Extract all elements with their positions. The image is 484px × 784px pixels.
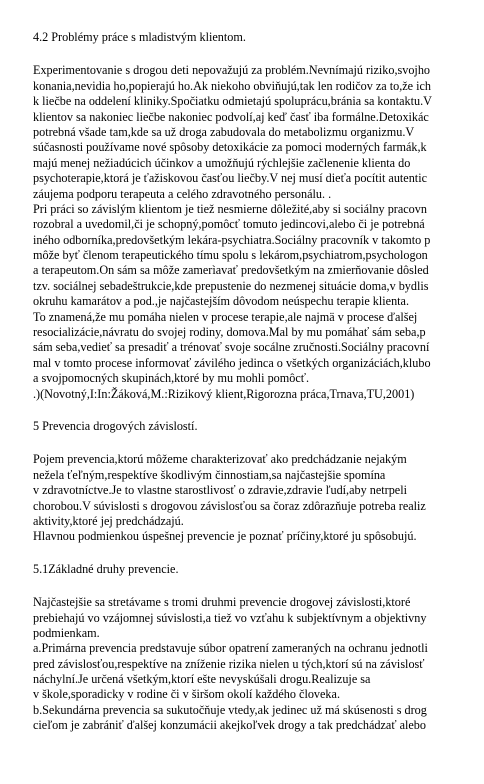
- text-line: prebiehajú vo vzájomnej súvislosti,a tiež vo vzťahu k subjektívnym a objektivny: [33, 610, 427, 625]
- paragraph-4-2-b: [33, 202, 484, 402]
- text-line: majú menej nežiadúcich účinkov a umožňujú rýchlejšie začlenenie klienta do: [33, 155, 411, 170]
- citation-line: .)(Novotný,I:In:Žáková,M.:Rizikový klient,Rigorozna práca,Trnava,TU,2001): [33, 386, 415, 401]
- text-line: klientov sa nakoniec liečbe nakoniec podvolí,aj keď časť iba formálne.Detoxikác: [33, 109, 429, 124]
- spacer: [33, 577, 484, 595]
- text-line: sám seba,vedieť sa presadiť a trénovať svoje socálne zručnosti.Sociálny pracovní: [33, 340, 430, 355]
- text-line: okruhu kamarátov a pod.,je najčastejším dôvodom neúspechu terapie klienta.: [33, 294, 410, 309]
- text-line: aktivity,ktoré jej predchádzajú.: [33, 513, 184, 528]
- text-line: súčasnosti používame nové spôsoby detoxikácie za pomoci moderných farmák,k: [33, 140, 427, 155]
- text-line: Hlavnou podmienkou úspešnej prevencie je poznať príčiny,ktoré ju spôsobujú.: [33, 529, 417, 544]
- text-line: a.Primárna prevencia predstavuje súbor opatrení zameraných na ochranu jednotli: [33, 641, 428, 656]
- text-line: rozobral a uvedomil,či je schopný,pomôcť tomuto jedincovi,alebo či je potrebná: [33, 217, 425, 232]
- paragraph-5-1-a: [33, 595, 484, 734]
- text-line: v škole,sporadicky v rodine či v širšom okolí každého človeka.: [33, 687, 340, 702]
- text-line: konania,nevidia ho,popierajú ho.Ak niekoho obviňujú,tak len rodičov za to,že ich: [33, 78, 432, 93]
- text-line: cieľom je zabrániť ďalšej konzumácii akejkoľvek drogy a tak predchádzať alebo: [33, 718, 426, 733]
- text-line: potrebná všade tam,kde sa už droga zabudovala do metabolizmu organizmu.V: [33, 124, 415, 139]
- spacer: [33, 45, 484, 63]
- spacer: [33, 402, 484, 417]
- text-line: náchylní.Je určená všetkým,ktorí ešte nevyskúšali drogu.Realizuje sa: [33, 672, 371, 687]
- text-line: môže byť členom terapeutického tímu spolu s lekárom,psychiatrom,psychologon: [33, 248, 428, 263]
- section-heading-5-1: 5.1Základné druhy prevencie.: [33, 561, 179, 576]
- text-line: pred závislosťou,respektíve na zníženie rizika nielen u tých,ktorí sú na závislosť: [33, 656, 425, 671]
- text-line: Najčastejšie sa stretávame s tromi druhmi prevencie drogovej závislosti,ktoré: [33, 595, 411, 610]
- text-line: a terapeutom.On sám sa môže zamerìavať predovšetkým na zmierňovanie dôsled: [33, 263, 429, 278]
- text-line: tzv. sociálnej sebadeštrukcie,kde prepustenie do nezmenej situácie doma,v bydlis: [33, 278, 429, 293]
- spacer: [33, 434, 484, 452]
- document-page: [33, 28, 484, 784]
- text-line: a svojpomocných skupinách,ktoré by mu mohli pomôcť.: [33, 371, 309, 386]
- section-heading-5: 5 Prevencia drogových závislostí.: [33, 418, 198, 433]
- text-line: Pri práci so závislým klientom je tiež nesmierne dôležité,aby si sociálny pracovn: [33, 201, 427, 216]
- text-line: resocializácie,návratu do svojej rodiny, domova.Mal by mu pomáhať sám seba,p: [33, 325, 426, 340]
- text-line: v zdravotníctve.Je to vlastne starostlivosť o zdravie,zdravie ľudí,aby netrpeli: [33, 483, 407, 498]
- text-line: Pojem prevencia,ktorú môžeme charakterizovať ako predchádzanie nejakým: [33, 452, 407, 467]
- paragraph-4-2-a: [33, 63, 484, 202]
- text-line: iného odborníka,predovšetkým lekára-psychiatra.Sociálny pracovník v takomto p: [33, 232, 431, 247]
- section-heading-4-2: 4.2 Problémy práce s mladistvým klientom.: [33, 30, 246, 44]
- text-line: mal v tomto procese informovať závilého jedinca o všetkých organizáciách,klubo: [33, 355, 431, 370]
- text-line: nežela ťeľným,respektíve škodlivým činnostiam,sa najčastejšie spomína: [33, 467, 386, 482]
- text-line: b.Sekundárna prevencia sa sukutočňuje vtedy,ak jedinec už má skúsenosti s drog: [33, 702, 427, 717]
- paragraph-5-a: [33, 452, 484, 544]
- text-line: k liečbe na oddelení kliniky.Spočiatku odmietajú spoluprácu,bránia sa kontaktu.V: [33, 94, 432, 109]
- text-line: chorobou.V súvislosti s drogovou závislosťou sa čoraz zdôrazňuje potreba realiz: [33, 498, 426, 513]
- text-line: psychoterapie,ktorá je ťažiskovou časťou liečby.V nej musí dieťa pocítit autentic: [33, 171, 427, 186]
- spacer: [33, 545, 484, 560]
- text-line: To znamená,že mu pomáha nielen v procese terapie,ale najmä v procese ďalšej: [33, 309, 418, 324]
- text-line: podmienkam.: [33, 625, 100, 640]
- text-line: Experimentovanie s drogou deti nepovažujú za problém.Nevnímajú riziko,svojho: [33, 63, 431, 78]
- text-line: záujema podporu terapeuta a celého zdravotného personálu. .: [33, 186, 332, 201]
